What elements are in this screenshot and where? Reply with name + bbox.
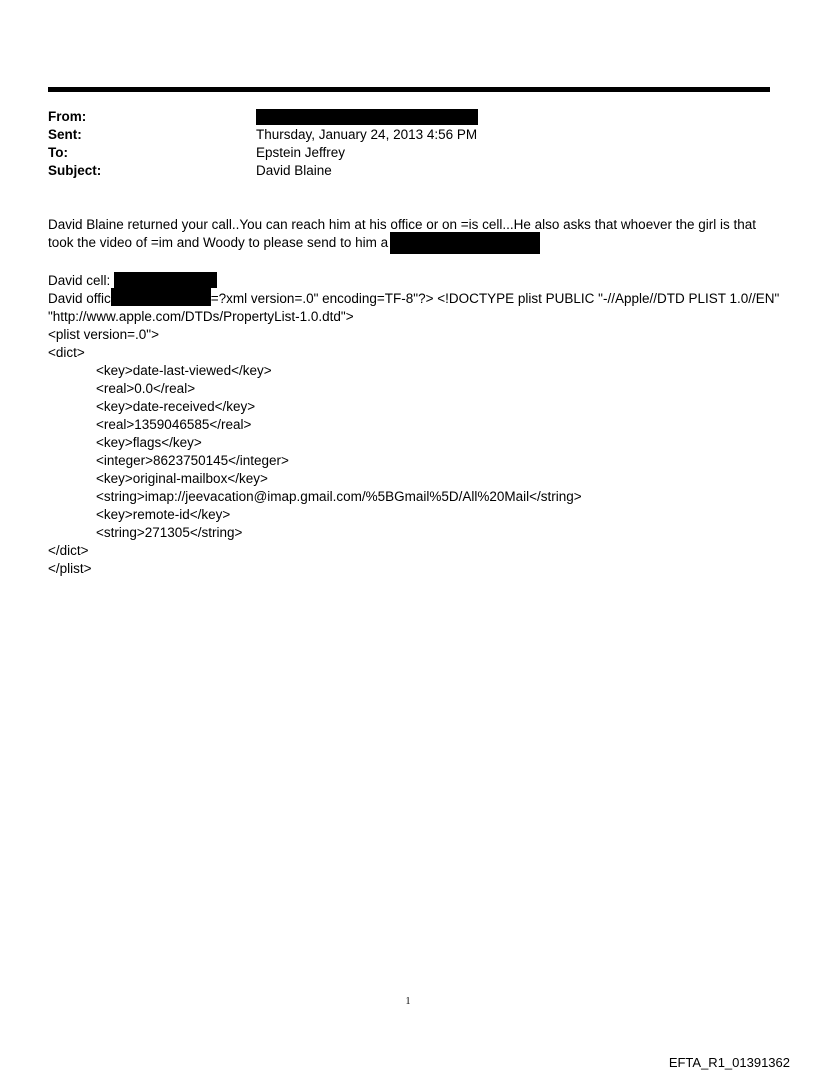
email-body <box>48 216 780 578</box>
office-line <box>48 290 780 308</box>
dict-line: <key>flags</key> <box>96 435 202 450</box>
dict-line: <key>remote-id</key> <box>96 507 231 522</box>
to-row <box>48 144 770 162</box>
subject-row <box>48 162 770 180</box>
dict-line: <real>0.0</real> <box>96 381 196 396</box>
redaction-block <box>111 288 211 306</box>
subject-value: David Blaine <box>256 163 332 178</box>
email-header <box>48 108 770 180</box>
dtd-line: "http://www.apple.com/DTDs/PropertyList-1.0.dtd"> <box>48 309 354 324</box>
dict-line: <key>date-last-viewed</key> <box>96 363 272 378</box>
from-row <box>48 108 770 126</box>
body-line-text: took the video of =im and Woody to please send to him a <box>48 235 389 250</box>
dict-line: <key>original-mailbox</key> <box>96 471 268 486</box>
office-rest-text: =?xml version=.0" encoding=TF-8"?> <!DOCTYPE plist PUBLIC "-//Apple//DTD PLIST 1.0//EN" <box>210 291 780 306</box>
redaction-block <box>390 232 540 254</box>
to-label: To: <box>48 145 68 160</box>
dict-line: <real>1359046585</real> <box>96 417 252 432</box>
cell-label: David cell: <box>48 273 111 288</box>
sent-row <box>48 126 770 144</box>
dict-line: <key>date-received</key> <box>96 399 256 414</box>
office-label: David offic <box>48 291 111 306</box>
sent-value: Thursday, January 24, 2013 4:56 PM <box>256 127 478 142</box>
sent-label: Sent: <box>48 127 82 142</box>
to-value: Epstein Jeffrey <box>256 145 346 160</box>
page-number: 1 <box>405 996 411 1007</box>
dict-close-line: </dict> <box>48 543 89 558</box>
dict-open-line: <dict> <box>48 345 85 360</box>
plist-close-line: </plist> <box>48 561 92 576</box>
header-divider <box>48 87 770 92</box>
body-line: David Blaine returned your call..You can reach him at his office or on =is cell...He also asks that whoever the girl is that <box>48 217 756 232</box>
spacer <box>48 254 770 272</box>
from-label: From: <box>48 109 87 124</box>
document-id: EFTA_R1_01391362 <box>668 1055 790 1070</box>
dict-line: <string>imap://jeevacation@imap.gmail.com/%5BGmail%5D/All%20Mail</string> <box>96 489 582 504</box>
body-line <box>48 234 770 254</box>
dict-line: <integer>8623750145</integer> <box>96 453 289 468</box>
plist-open-line: <plist version=.0"> <box>48 327 159 342</box>
redaction-block <box>114 272 217 288</box>
subject-label: Subject: <box>48 163 102 178</box>
redaction-block <box>256 109 478 125</box>
dict-line: <string>271305</string> <box>96 525 243 540</box>
